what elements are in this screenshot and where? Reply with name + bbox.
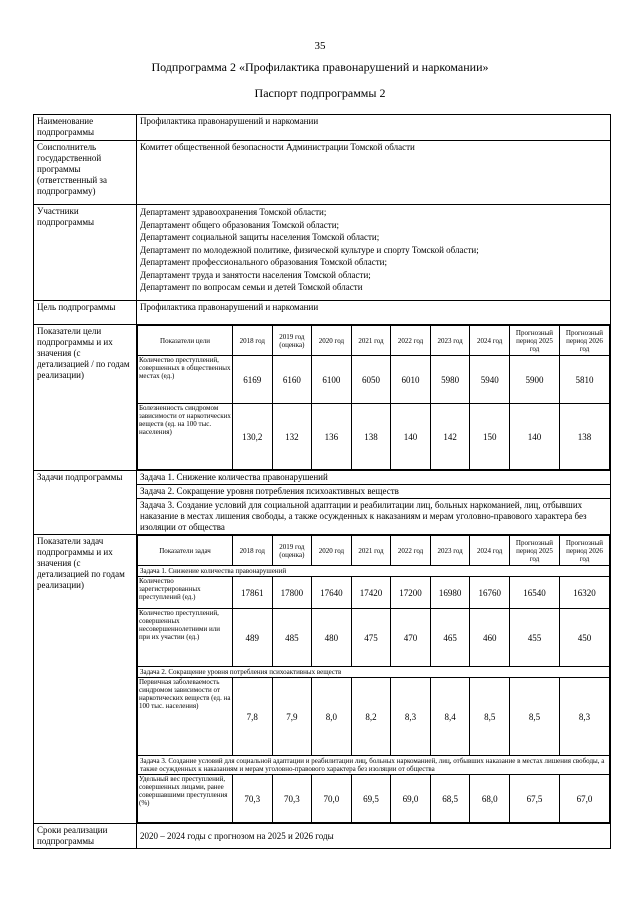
value-cell: 138 xyxy=(351,404,391,470)
value-cell: 8,4 xyxy=(430,678,470,756)
value-cell: 69,0 xyxy=(391,775,431,823)
value-cell: 142 xyxy=(430,404,470,470)
value-cell: 455 xyxy=(510,609,560,667)
indicator-name: Количество зарегистрированных преступлений (ед.) xyxy=(138,577,233,609)
value-cell: 140 xyxy=(391,404,431,470)
value-cell: 6100 xyxy=(312,356,352,404)
value-cell: 8,5 xyxy=(470,678,510,756)
header-cell: 2020 год xyxy=(312,536,352,566)
header-cell: Прогнозный период 2026 год xyxy=(560,536,610,566)
value-cell: 16980 xyxy=(430,577,470,609)
row-goal xyxy=(34,301,611,325)
value-cell: 132 xyxy=(272,404,312,470)
value-participants xyxy=(137,205,611,301)
row-name xyxy=(34,115,611,141)
participant-item: Департамент здравоохранения Томской области; xyxy=(140,207,327,217)
indicator-name: Количество преступлений, совершенных в общественных местах (ед.) xyxy=(138,356,233,404)
value-name: Профилактика правонарушений и наркомании xyxy=(137,115,611,141)
value-cell: 475 xyxy=(351,609,391,667)
participant-item: Департамент по молодежной политике, физической культуре и спорту Томской области; xyxy=(140,244,479,255)
value-cell: 17640 xyxy=(312,577,352,609)
value-cell: 485 xyxy=(272,609,312,667)
header-cell: 2024 год xyxy=(470,326,510,356)
header-cell: 2024 год xyxy=(470,536,510,566)
label-executor: Соисполнитель государственной программы (ответственный за подпрограмму) xyxy=(34,141,137,205)
header-cell: 2018 год xyxy=(233,536,273,566)
value-cell: 68,0 xyxy=(470,775,510,823)
value-goal: Профилактика правонарушений и наркомании xyxy=(137,301,611,325)
header-cell: Прогнозный период 2025 год xyxy=(510,326,560,356)
value-cell: 130,2 xyxy=(233,404,273,470)
value-executor: Комитет общественной безопасности Администрации Томской области xyxy=(137,141,611,205)
header-cell: Прогнозный период 2025 год xyxy=(510,536,560,566)
subprogram-title: Подпрограмма 2 «Профилактика правонарушений и наркомании» xyxy=(151,60,489,74)
value-cell: 5810 xyxy=(560,356,610,404)
value-cell: 460 xyxy=(470,609,510,667)
value-cell: 5940 xyxy=(470,356,510,404)
label-terms: Сроки реализации подпрограммы xyxy=(34,824,137,849)
value-cell: 138 xyxy=(560,404,610,470)
participant-item: Департамент социальной защиты населения Томской области; xyxy=(140,232,380,242)
value-cell: 17800 xyxy=(272,577,312,609)
value-cell: 6050 xyxy=(351,356,391,404)
participant-item: Департамент труда и занятости населения Томской области; xyxy=(140,269,371,280)
page-number: 35 xyxy=(314,40,326,52)
header-cell: 2022 год xyxy=(391,536,431,566)
value-cell: 70,3 xyxy=(233,775,273,823)
value-terms: 2020 – 2024 годы с прогнозом на 2025 и 2026 годы xyxy=(137,824,611,849)
header-cell: 2019 год (оценка) xyxy=(272,326,312,356)
value-cell: 7,9 xyxy=(272,678,312,756)
row-tasks xyxy=(34,471,611,535)
label-goal-indicators: Показатели цели подпрограммы и их значения (с детализацией / по годам реализации) xyxy=(34,325,137,471)
value-cell: 67,5 xyxy=(510,775,560,823)
header-cell: 2019 год (оценка) xyxy=(272,536,312,566)
label-goal: Цель подпрограммы xyxy=(34,301,137,325)
header-cell: 2018 год xyxy=(233,326,273,356)
value-cell: 70,3 xyxy=(272,775,312,823)
value-cell: 6010 xyxy=(391,356,431,404)
value-cell: 8,5 xyxy=(510,678,560,756)
label-participants: Участники подпрограммы xyxy=(34,205,137,301)
indicator-name: Первичная заболеваемость синдромом зависимости от наркотических веществ (ед. на 100 тыс. населения) xyxy=(138,678,233,756)
value-cell: 5980 xyxy=(430,356,470,404)
table-row xyxy=(138,356,610,404)
value-cell: 480 xyxy=(312,609,352,667)
value-cell: 489 xyxy=(233,609,273,667)
section-title: Задача 3. Создание условий для социальной адаптации и реабилитации лиц, больных наркоманией, лиц, отбывших наказание в местах лишения свободы, а также осужденных к наказаниям и мерам уголовно-правового характера без изоляции от общества xyxy=(138,756,610,775)
passport-table xyxy=(33,114,611,849)
value-cell: 70,0 xyxy=(312,775,352,823)
value-cell: 17861 xyxy=(233,577,273,609)
value-cell: 7,8 xyxy=(233,678,273,756)
section-title-row xyxy=(138,566,610,577)
value-cell: 136 xyxy=(312,404,352,470)
value-cell: 16760 xyxy=(470,577,510,609)
header-cell: Показатели задач xyxy=(138,536,233,566)
task-item: Задача 1. Снижение количества правонарушений xyxy=(137,471,610,485)
indicator-name: Удельный вес преступлений, совершенных лицами, ранее совершавшими преступления (%) xyxy=(138,775,233,823)
value-cell: 8,2 xyxy=(351,678,391,756)
passport-title: Паспорт подпрограммы 2 xyxy=(254,86,386,100)
section-title: Задача 1. Снижение количества правонарушений xyxy=(138,566,610,577)
label-name: Наименование подпрограммы xyxy=(34,115,137,141)
table-row xyxy=(138,404,610,470)
table-row xyxy=(138,678,610,756)
participant-item: Департамент профессионального образования Томской области; xyxy=(140,257,387,267)
task-item: Задача 3. Создание условий для социальной адаптации и реабилитации лиц, больных наркоманией, лиц, отбывших наказание в местах лишения свободы, а также осужденных к наказаниям и мерам уголовно-правового характера без изоляции от общества xyxy=(140,500,587,532)
value-cell: 68,5 xyxy=(430,775,470,823)
table-row xyxy=(138,577,610,609)
section-title: Задача 2. Сокращение уровня потребления психоактивных веществ xyxy=(138,667,610,678)
value-cell: 69,5 xyxy=(351,775,391,823)
label-tasks: Задачи подпрограммы xyxy=(34,471,137,535)
value-cell: 6169 xyxy=(233,356,273,404)
value-cell: 8,0 xyxy=(312,678,352,756)
row-executor xyxy=(34,141,611,205)
header-cell: 2021 год xyxy=(351,326,391,356)
task-indicators-table xyxy=(137,535,610,823)
header-cell: 2023 год xyxy=(430,536,470,566)
indicator-name: Болезненность синдромом зависимости от наркотических веществ (ед. на 100 тыс. населения) xyxy=(138,404,233,470)
value-cell: 16320 xyxy=(560,577,610,609)
header-cell: 2023 год xyxy=(430,326,470,356)
goal-indicators-header xyxy=(138,326,610,356)
value-cell: 140 xyxy=(510,404,560,470)
table-row xyxy=(138,609,610,667)
header-cell: 2022 год xyxy=(391,326,431,356)
header-cell: 2020 год xyxy=(312,326,352,356)
participant-item: Департамент общего образования Томской области; xyxy=(140,219,340,230)
value-cell: 465 xyxy=(430,609,470,667)
value-cell: 67,0 xyxy=(560,775,610,823)
value-cell: 5900 xyxy=(510,356,560,404)
row-terms xyxy=(34,824,611,849)
row-goal-indicators xyxy=(34,325,611,471)
participant-item: Департамент по вопросам семьи и детей Томской области xyxy=(140,282,363,292)
row-participants xyxy=(34,205,611,301)
section-title-row xyxy=(138,756,610,775)
value-cell: 8,3 xyxy=(560,678,610,756)
value-cell: 150 xyxy=(470,404,510,470)
indicator-name: Количество преступлений, совершенных несовершеннолетними или при их участии (ед.) xyxy=(138,609,233,667)
value-cell: 8,3 xyxy=(391,678,431,756)
label-task-indicators: Показатели задач подпрограммы и их значения (с детализацией по годам реализации) xyxy=(34,535,137,824)
value-cell: 16540 xyxy=(510,577,560,609)
task-indicators-header xyxy=(138,536,610,566)
section-title-row xyxy=(138,667,610,678)
table-row xyxy=(138,775,610,823)
header-cell: Показатели цели xyxy=(138,326,233,356)
value-cell: 17200 xyxy=(391,577,431,609)
value-cell: 470 xyxy=(391,609,431,667)
header-cell: Прогнозный период 2026 год xyxy=(560,326,610,356)
value-cell: 6160 xyxy=(272,356,312,404)
header-cell: 2021 год xyxy=(351,536,391,566)
value-cell: 450 xyxy=(560,609,610,667)
value-cell: 17420 xyxy=(351,577,391,609)
row-task-indicators xyxy=(34,535,611,824)
goal-indicators-table xyxy=(137,325,610,470)
task-item: Задача 2. Сокращение уровня потребления психоактивных веществ xyxy=(137,485,610,499)
